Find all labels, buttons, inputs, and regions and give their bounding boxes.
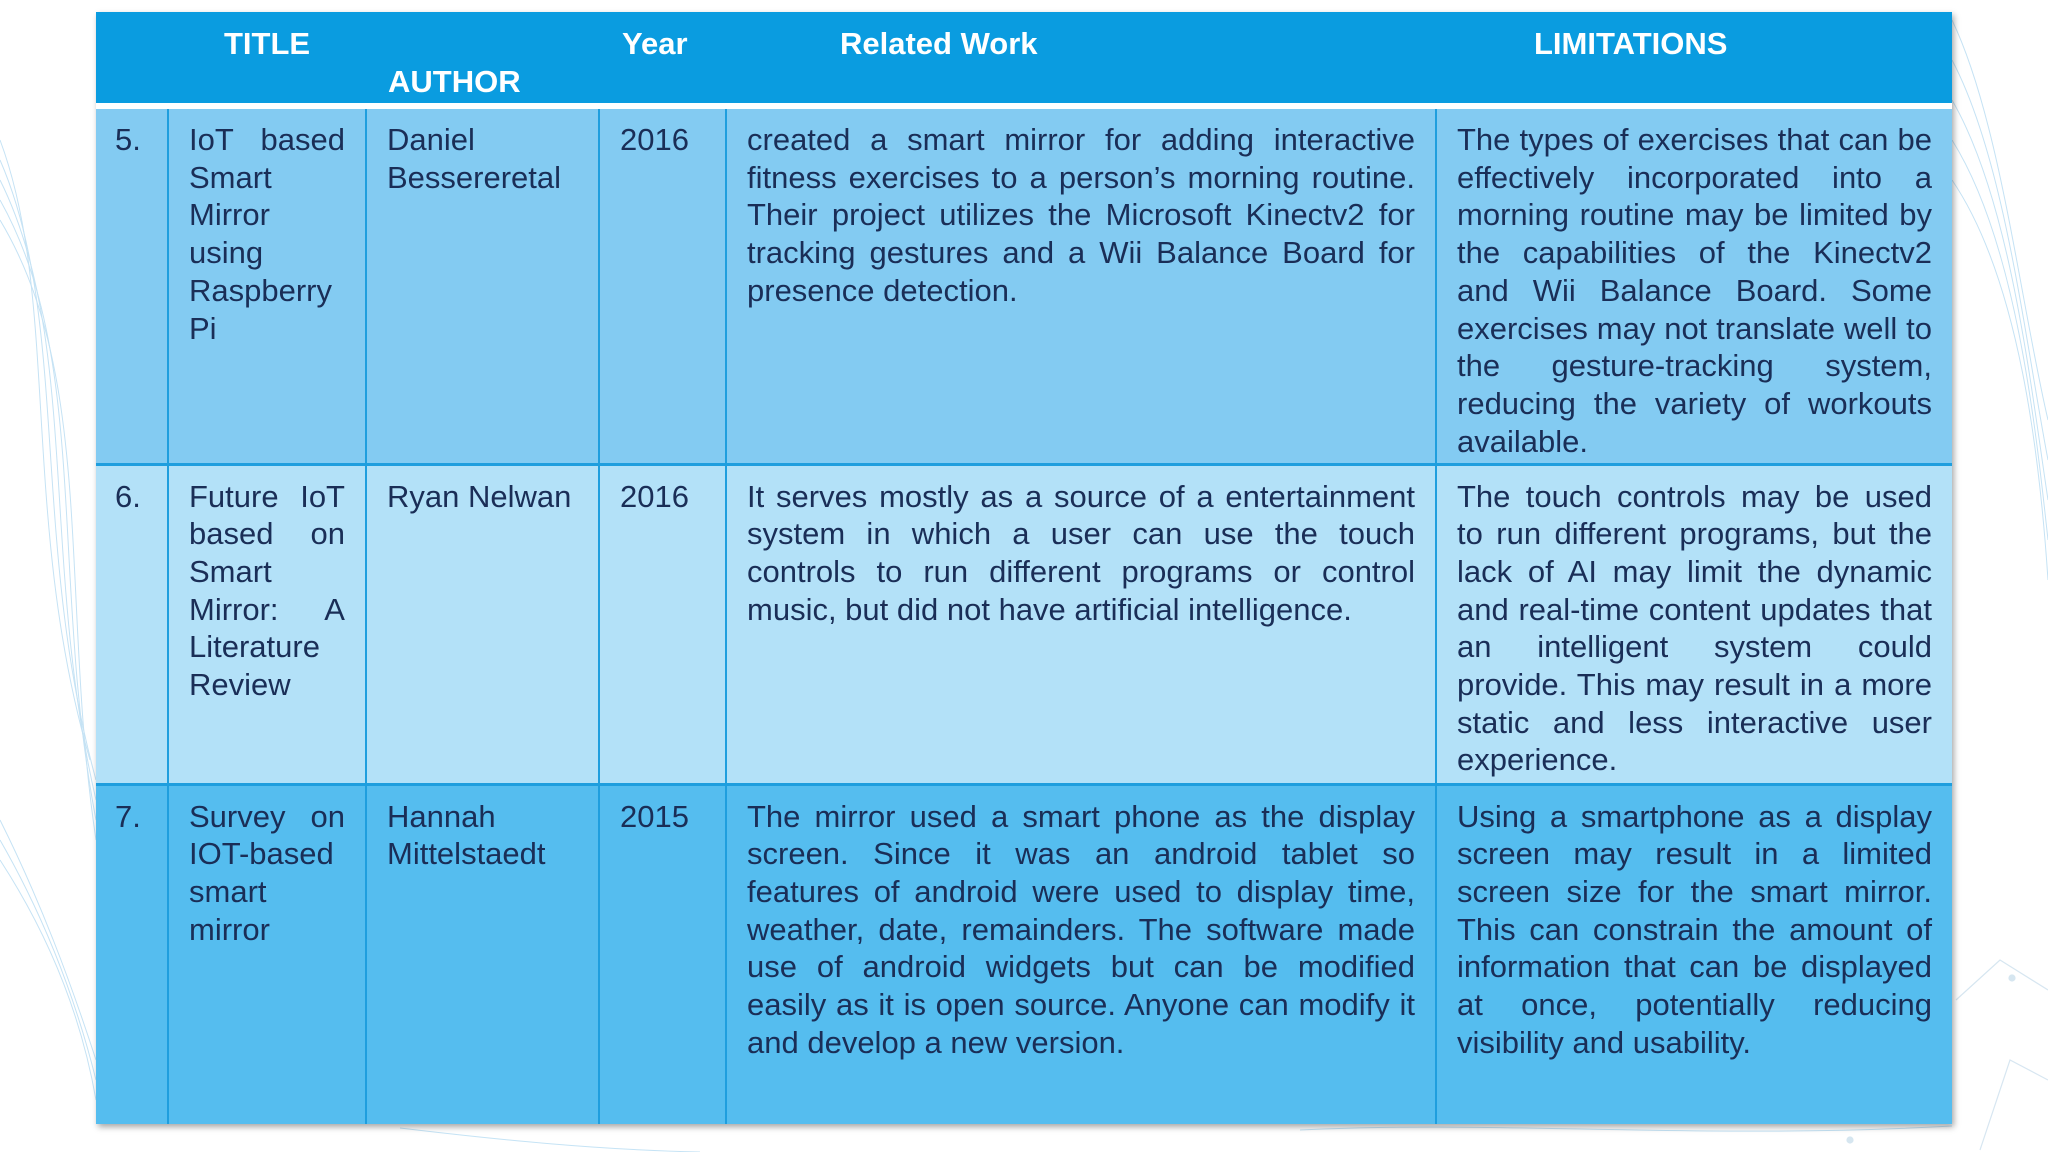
row-author: Ryan Nelwan: [366, 464, 599, 784]
row-author: Daniel Bessereretal: [366, 106, 599, 464]
row-limitations: [1436, 464, 1952, 784]
header-year-cell: [599, 12, 726, 106]
row-related-work: [726, 106, 1436, 464]
row-year: 2016: [599, 106, 726, 464]
header-related-work: Related Work: [840, 26, 1038, 61]
row-number: 7.: [96, 784, 168, 1124]
literature-table: [96, 12, 1952, 1124]
header-title: TITLE: [224, 26, 311, 61]
row-title-text: Survey on IOT-based smart mirror: [189, 798, 345, 947]
table-row: [96, 784, 1952, 1124]
row-related-work-text: created a smart mirror for adding interactive fitness exercises to a person’s morning routine. Their project utilizes the Microsoft Kinectv2 for tracking gestures and a Wii Balance Board for presence detection.: [747, 122, 1415, 308]
header-title-author-cell: [96, 12, 599, 106]
row-title: [168, 464, 366, 784]
row-year: 2016: [599, 464, 726, 784]
row-year: 2015: [599, 784, 726, 1124]
row-limitations: [1436, 784, 1952, 1124]
row-related-work-text: It serves mostly as a source of a entertainment system in which a user can use the touch controls to run different programs or control music, but did not have artificial intelligence.: [747, 478, 1415, 627]
row-limitations-text: The types of exercises that can be effectively incorporated into a morning routine may be limited by the capabilities of the Kinectv2 and Wii Balance Board. Some exercises may not translate well to the gesture-tracking system, reducing the variety of workouts available.: [1457, 122, 1932, 459]
header-limitations: LIMITATIONS: [1534, 26, 1728, 61]
header-related-cell: [726, 12, 1436, 106]
row-title: [168, 106, 366, 464]
row-title-text: Future IoT based on Smart Mirror: A Literature Review: [189, 478, 345, 703]
table-header-row: [96, 12, 1952, 106]
header-author: AUTHOR: [388, 64, 521, 99]
row-limitations: [1436, 106, 1952, 464]
table-row: [96, 106, 1952, 464]
row-author: Hannah Mittelstaedt: [366, 784, 599, 1124]
row-related-work: [726, 784, 1436, 1124]
header-limitations-cell: [1436, 12, 1952, 106]
header-year: Year: [622, 26, 688, 61]
row-title-text: IoT based Smart Mirror using Raspberry Pi: [189, 122, 345, 346]
row-limitations-text: Using a smartphone as a display screen may result in a limited screen size for the smart mirror. This can constrain the amount of information that can be displayed at once, potentially reducing visibility and usability.: [1457, 798, 1932, 1060]
row-related-work-text: The mirror used a smart phone as the display screen. Since it was an android tablet so features of android were used to display time, weather, date, remainders. The software made use of android widgets but can be modified easily as it is open source. Anyone can modify it and develop a new version.: [747, 798, 1415, 1060]
row-related-work: [726, 464, 1436, 784]
row-limitations-text: The touch controls may be used to run different programs, but the lack of AI may limit the dynamic and real-time content updates that an intelligent system could provide. This may result in a more static and less interactive user experience.: [1457, 478, 1932, 778]
table-row: [96, 464, 1952, 784]
row-number: 5.: [96, 106, 168, 464]
row-title: [168, 784, 366, 1124]
row-number: 6.: [96, 464, 168, 784]
literature-review-table: [96, 12, 1952, 1124]
